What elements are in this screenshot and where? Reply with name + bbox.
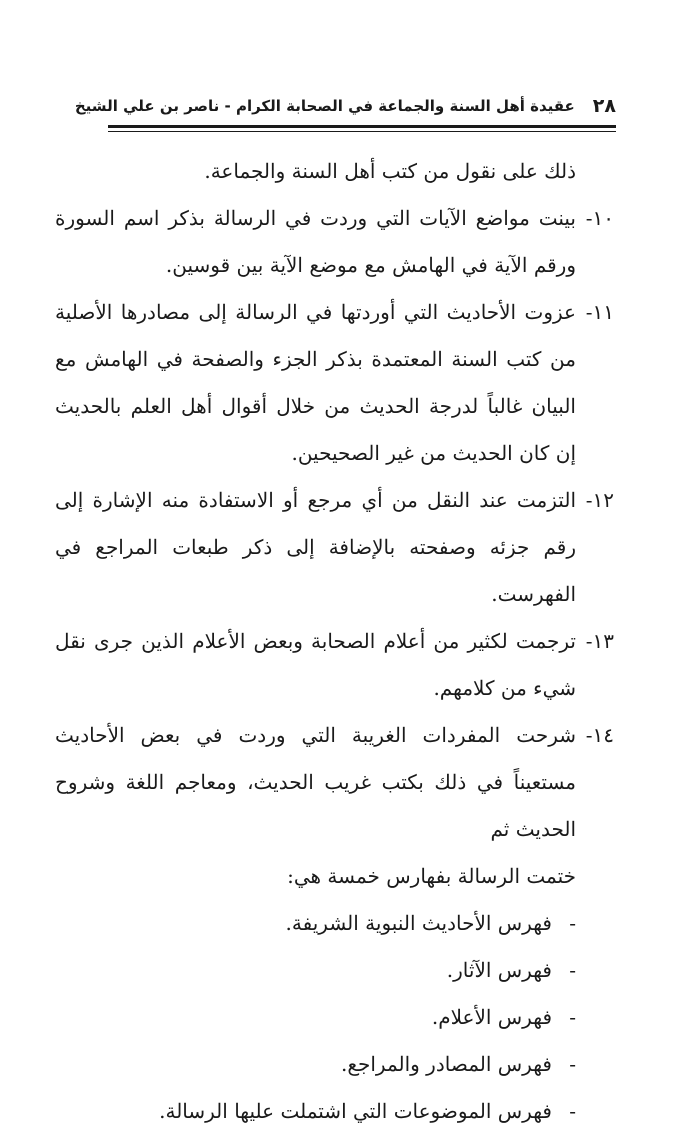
- index-list: [55, 900, 614, 1135]
- page-header: [74, 92, 616, 120]
- item-number: ١٤-: [585, 723, 614, 747]
- page-number: ٢٨: [592, 95, 616, 117]
- index-item-text: فهرس الآثار.: [446, 958, 552, 982]
- opening-line: ذلك على نقول من كتب أهل السنة والجماعة.: [204, 159, 576, 183]
- index-item: [55, 947, 576, 994]
- list-item-13: [55, 618, 614, 712]
- dash-marker: -: [569, 1052, 576, 1076]
- item-text: بينت مواضع الآيات التي وردت في الرسالة بذكر اسم السورة ورقم الآية في الهامش مع موضع الآية بين قوسين.: [55, 206, 576, 277]
- dash-marker: -: [569, 911, 576, 935]
- dash-marker: -: [569, 1099, 576, 1123]
- dash-marker: -: [569, 1005, 576, 1029]
- index-item: [55, 1088, 576, 1135]
- running-title: عقيدة أهل السنة والجماعة في الصحابة الكرام - ناصر بن علي الشيخ: [74, 97, 575, 115]
- index-item: [55, 994, 576, 1041]
- index-item: [55, 900, 576, 947]
- item-text: التزمت عند النقل من أي مرجع أو الاستفادة منه الإشارة إلى رقم جزئه وصفحته بالإضافة إلى ذكر طبعات المراجع في الفهرست.: [55, 488, 576, 606]
- index-item: [55, 1041, 576, 1088]
- item-number: ١١-: [585, 300, 614, 324]
- item-text: عزوت الأحاديث التي أوردتها في الرسالة إلى مصادرها الأصلية من كتب السنة المعتمدة بذكر الجزء والصفحة في الهامش مع البيان غالباً لدرجة الحديث من خلال أقوال أهل العلم بالحديث إن كان الحديث من غير الصحيحين.: [55, 300, 576, 465]
- index-item-text: فهرس المصادر والمراجع.: [341, 1052, 552, 1076]
- header-rule-thin: [108, 131, 616, 132]
- item-number: ١٣-: [585, 629, 614, 653]
- header-rule-thick: [108, 125, 616, 128]
- dash-marker: -: [569, 958, 576, 982]
- closing-line: ختمت الرسالة بفهارس خمسة هي:: [287, 864, 576, 888]
- list-item-11: [55, 289, 614, 477]
- body-text: [55, 148, 614, 1135]
- list-item-10: [55, 195, 614, 289]
- item-text: شرحت المفردات الغريبة التي وردت في بعض الأحاديث مستعيناً في ذلك بكتب غريب الحديث، ومعاجم اللغة وشروح الحديث ثم: [55, 723, 576, 841]
- item-text: ترجمت لكثير من أعلام الصحابة وبعض الأعلام الذين جرى نقل شيء من كلامهم.: [55, 629, 576, 700]
- index-item-text: فهرس الأحاديث النبوية الشريفة.: [285, 911, 552, 935]
- list-item-14: [55, 712, 614, 853]
- item-number: ١٠-: [585, 206, 614, 230]
- item-number: ١٢-: [585, 488, 614, 512]
- list-item-12: [55, 477, 614, 618]
- index-item-text: فهرس الأعلام.: [431, 1005, 552, 1029]
- index-item-text: فهرس الموضوعات التي اشتملت عليها الرسالة.: [159, 1099, 552, 1123]
